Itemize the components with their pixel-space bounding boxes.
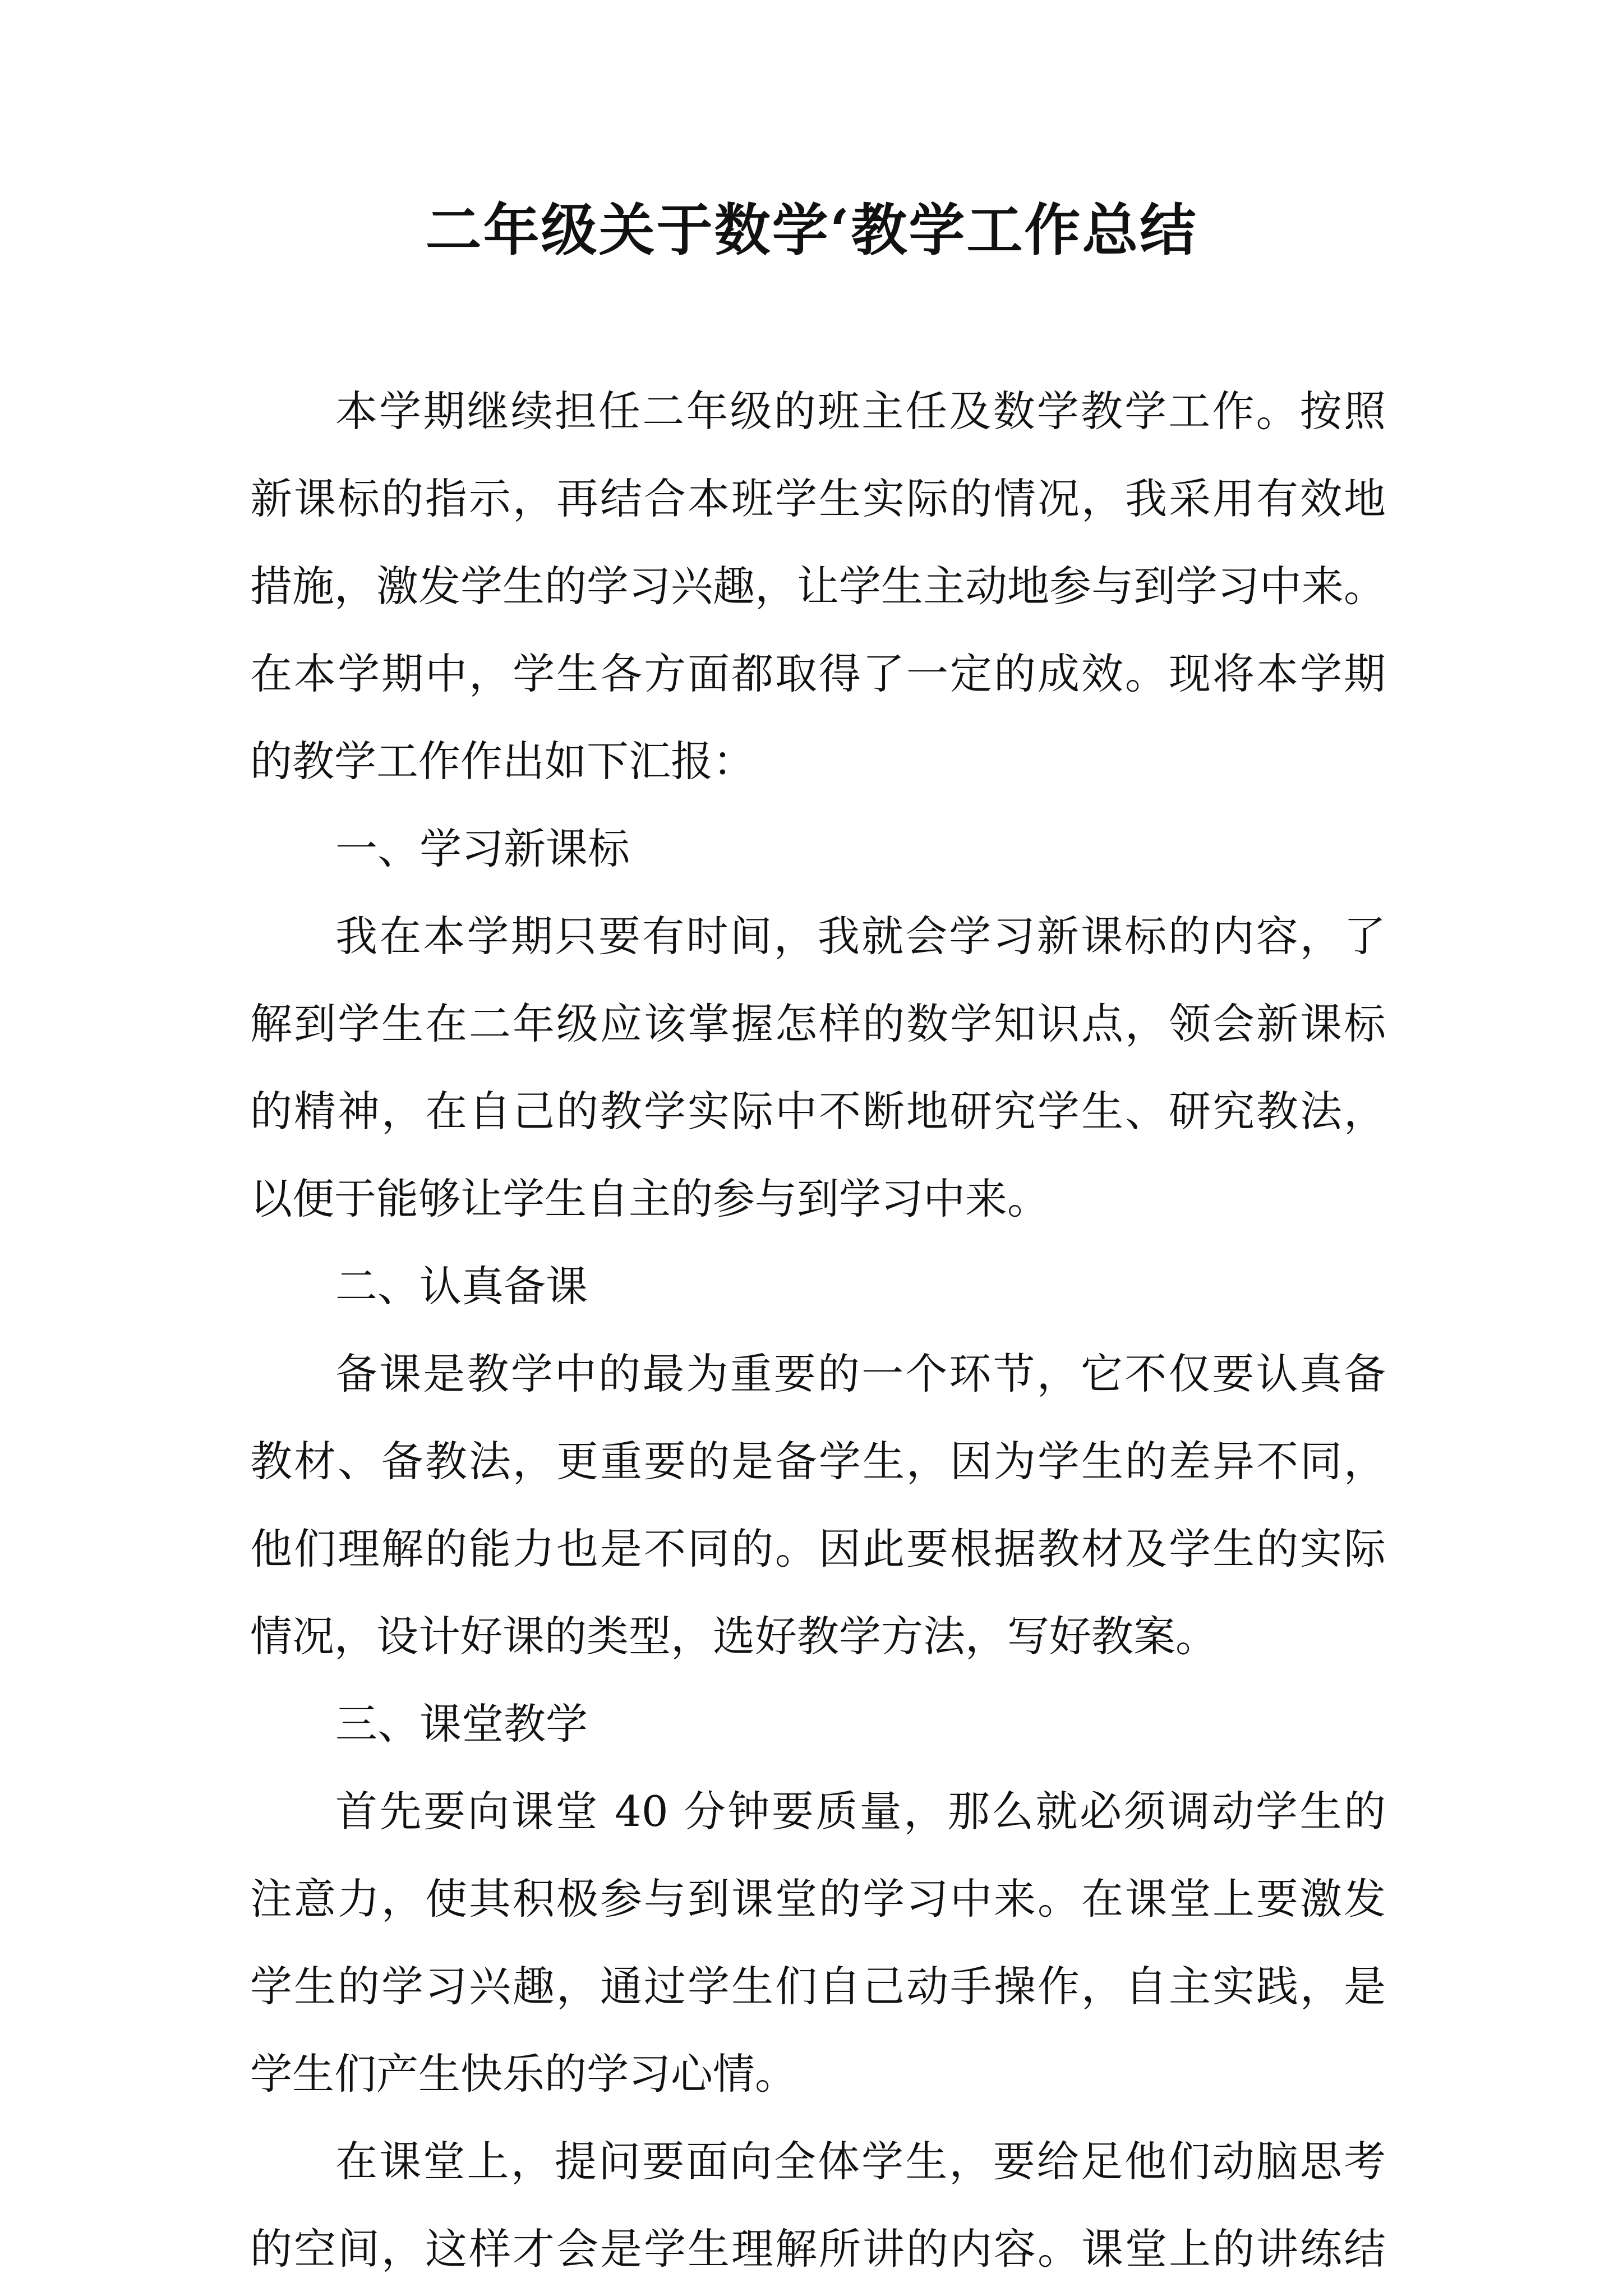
paragraph-line: 教材、备教法，更重要的是备学生，因为学生的差异不同， — [250, 1437, 1386, 1486]
paragraph-line: 在课堂上，提问要面向全体学生，要给足他们动脑思考 — [335, 2137, 1386, 2186]
paragraph-line: 学生的学习兴趣，通过学生们自己动手操作，自主实践，是 — [250, 1962, 1386, 2011]
document-body — [250, 367, 1386, 2293]
paragraph-line: 的教学工作作出如下汇报： — [250, 737, 755, 786]
paragraph-line: 他们理解的能力也是不同的。因此要根据教材及学生的实际 — [250, 1524, 1386, 1573]
document-title: 二年级关于数学‘教学工作总结 — [425, 197, 1198, 263]
paragraph-line: 备课是教学中的最为重要的一个环节，它不仅要认真备 — [335, 1349, 1386, 1398]
paragraph-line: 首先要向课堂 40 分钟要质量，那么就必须调动学生的 — [335, 1787, 1386, 1836]
paragraph-line: 新课标的指示，再结合本班学生实际的情况，我采用有效地 — [250, 474, 1386, 523]
section-heading-3: 三、课堂教学 — [335, 1699, 588, 1749]
paragraph-line: 我在本学期只要有时间，我就会学习新课标的内容，了 — [335, 912, 1386, 961]
paragraph-line: 解到学生在二年级应该掌握怎样的数学知识点，领会新课标 — [250, 999, 1386, 1048]
paragraph-line: 情况，设计好课的类型，选好教学方法，写好教案。 — [250, 1612, 1218, 1661]
paragraph-line: 措施，激发学生的学习兴趣，让学生主动地参与到学习中来。 — [250, 562, 1386, 611]
section-heading-2: 二、认真备课 — [335, 1262, 588, 1311]
paragraph-line: 以便于能够让学生自主的参与到学习中来。 — [250, 1174, 1050, 1223]
paragraph-line: 本学期继续担任二年级的班主任及数学教学工作。按照 — [335, 386, 1386, 436]
paragraph-line: 在本学期中，学生各方面都取得了一定的成效。现将本学期 — [250, 649, 1386, 698]
paragraph-line: 学生们产生快乐的学习心情。 — [250, 2049, 797, 2099]
paragraph-line: 注意力，使其积极参与到课堂的学习中来。在课堂上要激发 — [250, 1874, 1386, 1924]
paragraph-line: 的空间，这样才会是学生理解所讲的内容。课堂上的讲练结 — [250, 2224, 1386, 2274]
paragraph-line: 的精神，在自己的教学实际中不断地研究学生、研究教法， — [250, 1087, 1386, 1136]
section-heading-1: 一、学习新课标 — [335, 824, 630, 873]
